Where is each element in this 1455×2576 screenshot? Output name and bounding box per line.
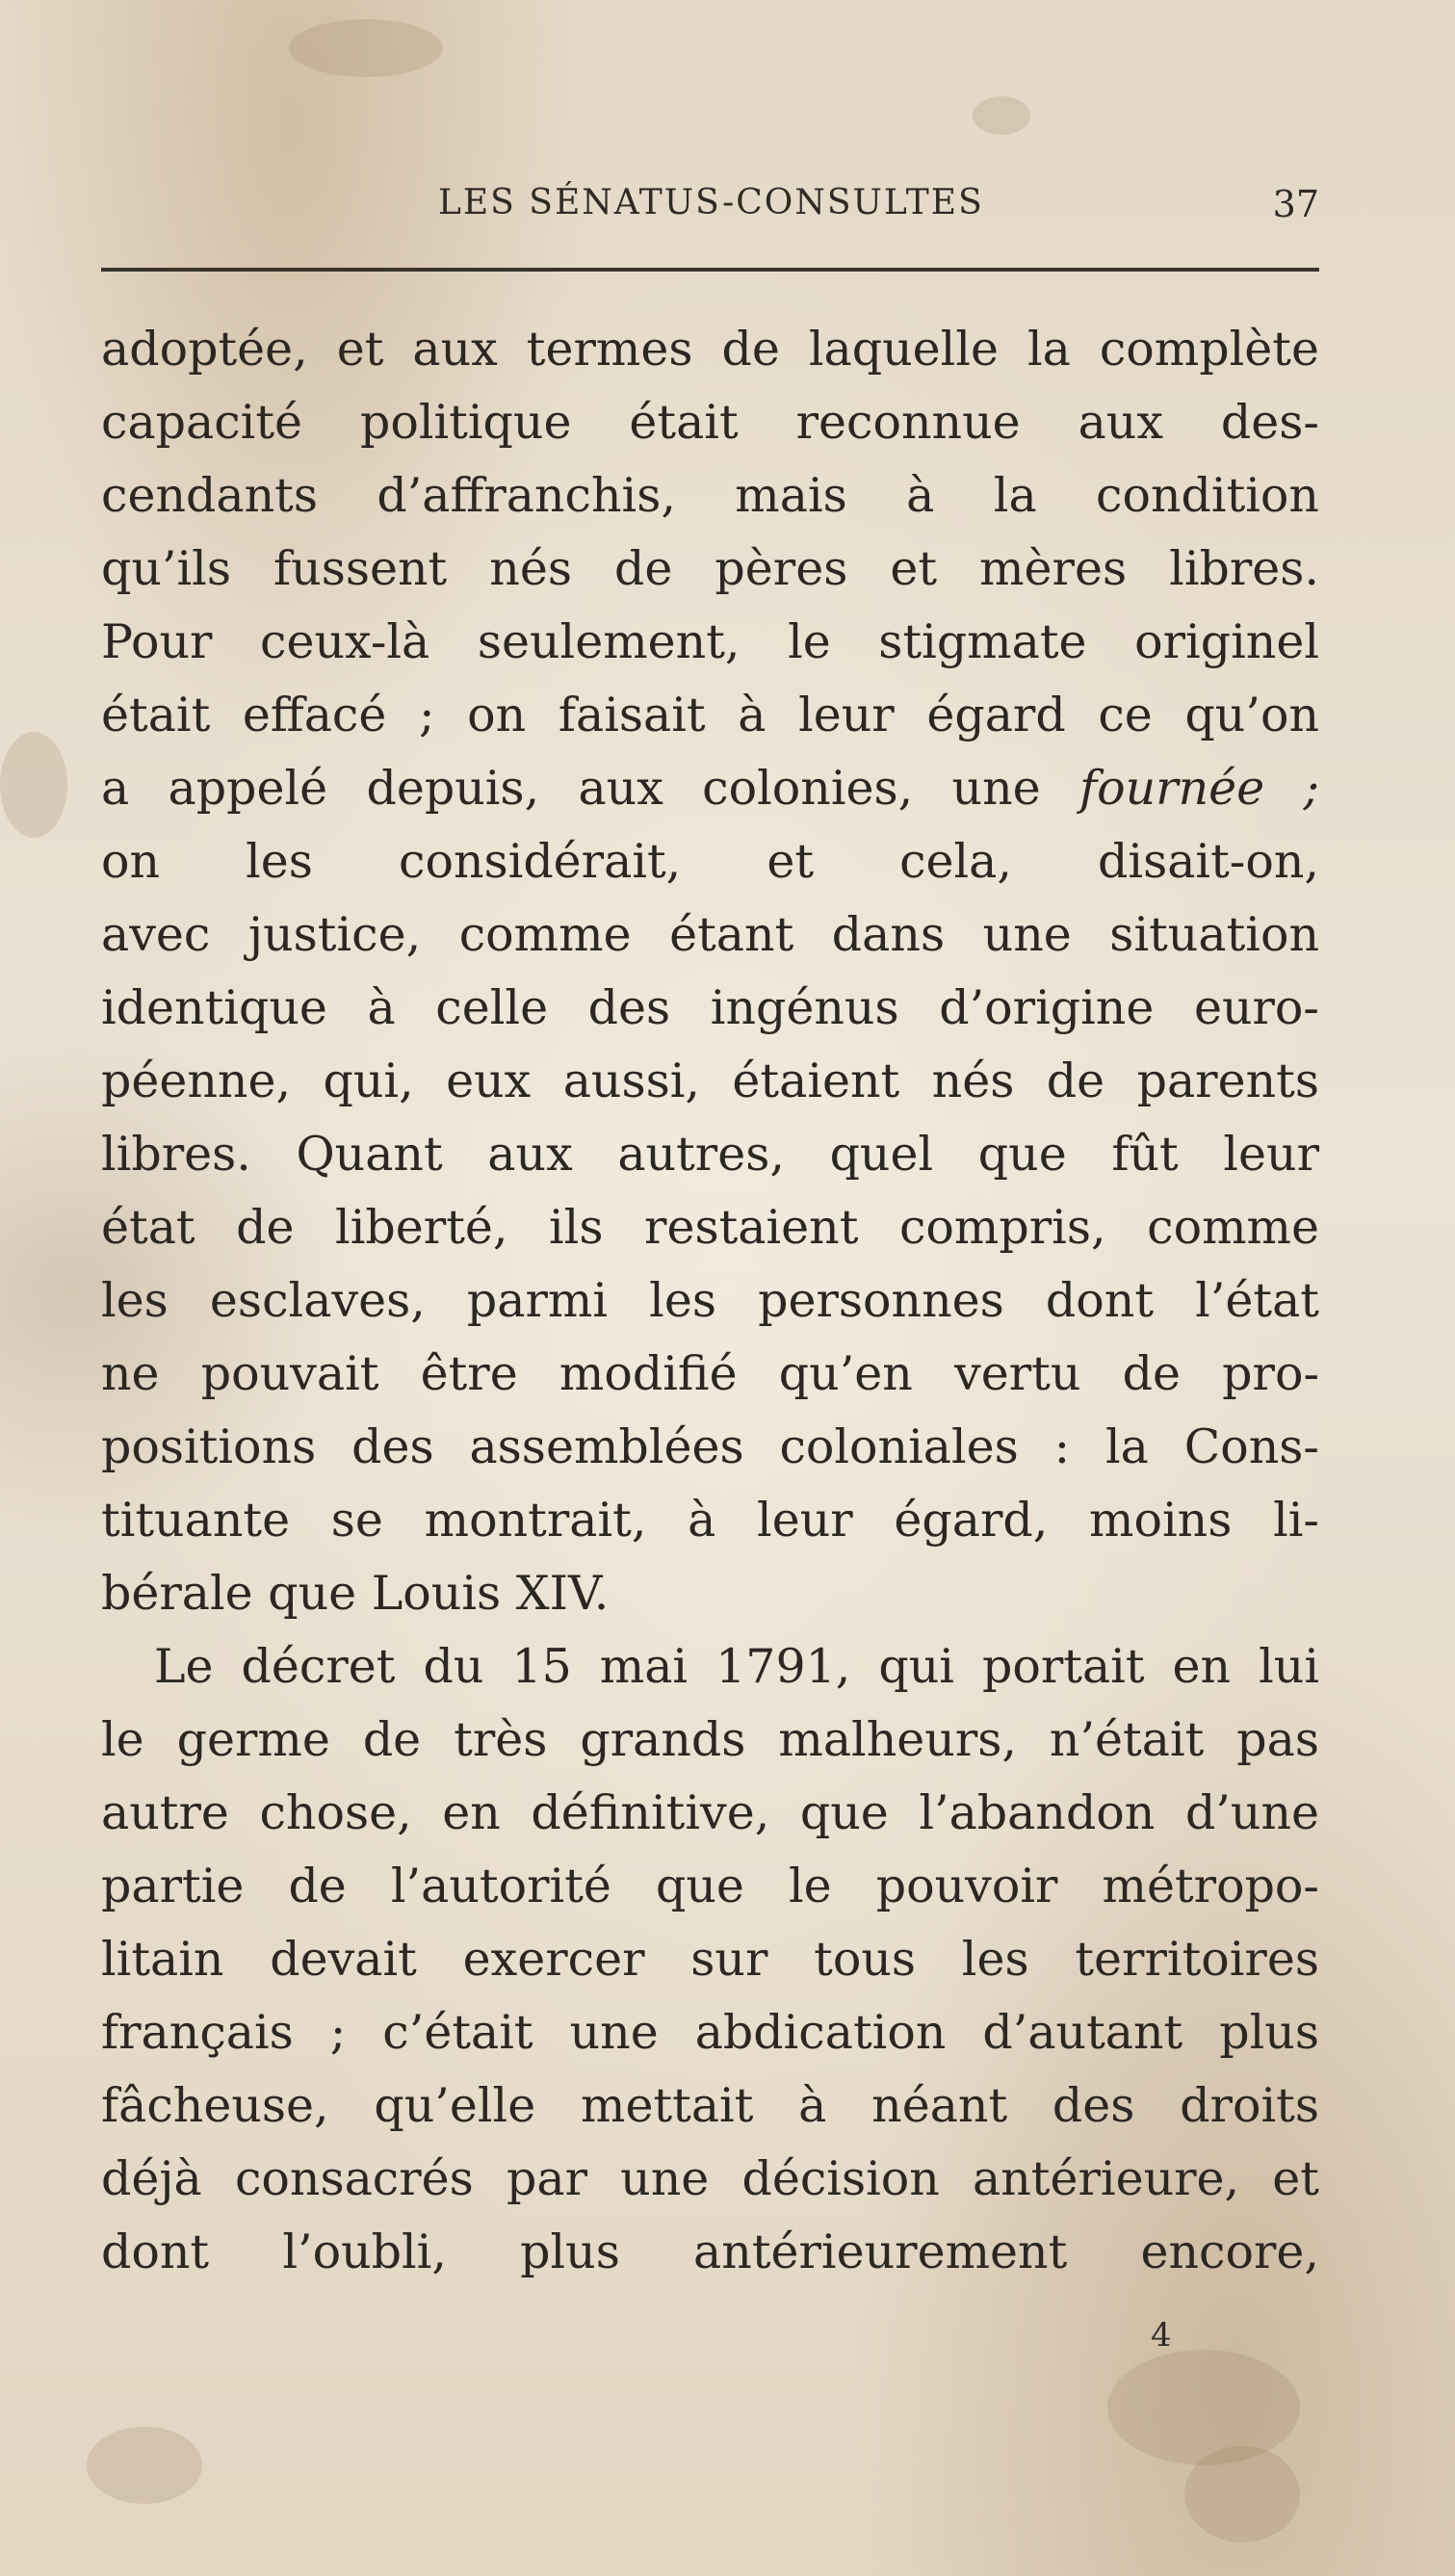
page-number: 37	[1272, 183, 1319, 225]
paper-stain	[87, 2427, 202, 2504]
text-line: libres. Quant aux autres, quel que fût leur	[101, 1127, 1319, 1182]
text-line: fâcheuse, qu’elle mettait à néant des droits	[101, 2078, 1319, 2133]
text-line: partie de l’autorité que le pouvoir métropo-	[101, 1859, 1319, 1913]
text-line: dont l’oubli, plus antérieurement encore,	[101, 2225, 1319, 2279]
paper-stain	[289, 19, 443, 77]
text-line: bérale que Louis XIV.	[101, 1566, 610, 1621]
text-line: litain devait exercer sur tous les territoires	[101, 1932, 1319, 1987]
text-line: tituante se montrait, à leur égard, moins li-	[101, 1493, 1319, 1548]
text-line: on les considérait, et cela, disait-on,	[101, 834, 1319, 889]
text-line: capacité politique était reconnue aux des-	[101, 395, 1319, 450]
text-line: péenne, qui, eux aussi, étaient nés de parents	[101, 1054, 1319, 1108]
paper-stain	[973, 96, 1030, 135]
text-line	[101, 752, 1319, 825]
text-line: cendants d’affranchis, mais à la condition	[101, 468, 1319, 523]
text-line: identique à celle des ingénus d’origine euro-	[101, 980, 1319, 1035]
running-title: LES SÉNATUS-CONSULTES	[438, 183, 984, 222]
text-line: le germe de très grands malheurs, n’était pas	[101, 1712, 1319, 1767]
text-line: positions des assemblées coloniales : la Cons-	[101, 1419, 1319, 1474]
text-line: qu’ils fussent nés de pères et mères libres.	[101, 541, 1319, 596]
signature-mark: 4	[1151, 2316, 1172, 2355]
body-text	[101, 313, 1319, 2289]
text-segment: a appelé depuis, aux colonies, une	[101, 761, 1079, 816]
text-line: français ; c’était une abdication d’autant plus	[101, 2005, 1319, 2060]
text-line: autre chose, en définitive, que l’abandon d’une	[101, 1785, 1319, 1840]
text-line: adoptée, et aux termes de laquelle la complète	[101, 322, 1319, 377]
running-head	[101, 183, 1319, 241]
text-line: ne pouvait être modifié qu’en vertu de pro-	[101, 1346, 1319, 1401]
text-line: était effacé ; on faisait à leur égard ce qu’on	[101, 688, 1319, 742]
paragraph-start-line: Le décret du 15 mai 1791, qui portait en lui	[154, 1639, 1319, 1694]
paper-stain	[1107, 2350, 1300, 2465]
text-line: les esclaves, parmi les personnes dont l’état	[101, 1273, 1319, 1328]
paper-stain	[1184, 2446, 1300, 2542]
header-rule	[101, 268, 1319, 272]
italic-term: fournée ;	[1078, 761, 1319, 816]
paper-stain	[0, 732, 67, 838]
text-line: avec justice, comme étant dans une situation	[101, 907, 1319, 962]
text-line: Pour ceux-là seulement, le stigmate originel	[101, 614, 1319, 669]
text-line: état de liberté, ils restaient compris, comme	[101, 1200, 1319, 1255]
text-line: déjà consacrés par une décision antérieure, et	[101, 2151, 1319, 2206]
